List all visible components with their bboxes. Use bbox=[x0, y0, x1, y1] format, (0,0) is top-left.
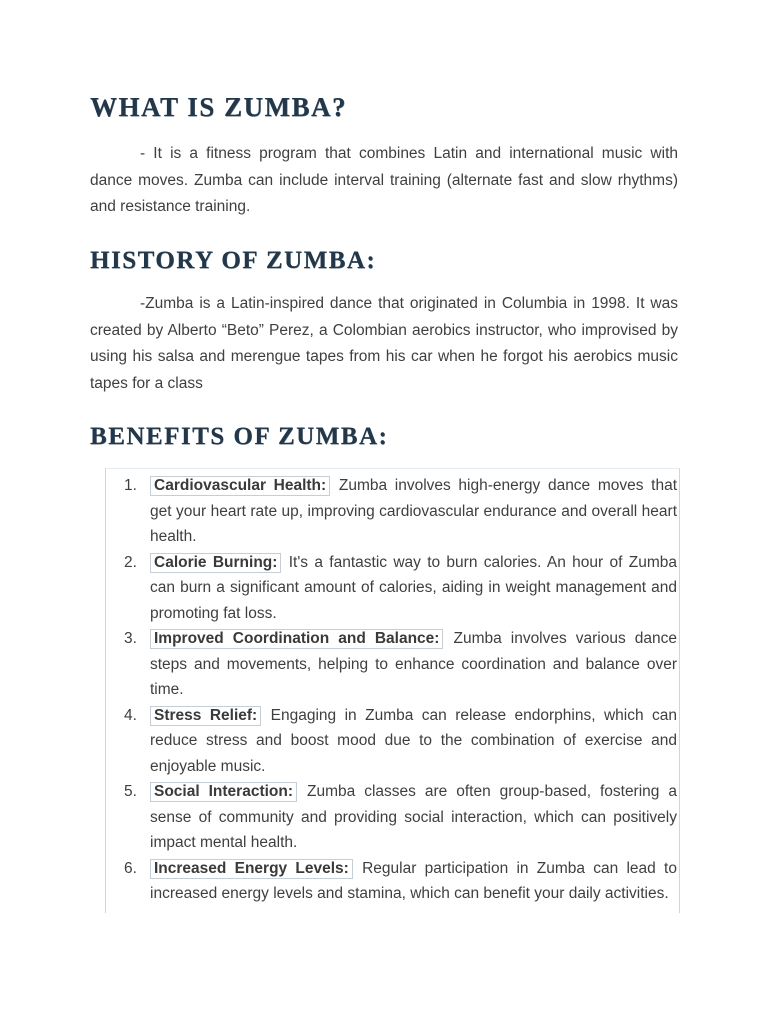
list-item-term: Cardiovascular Health: bbox=[150, 476, 330, 496]
list-item-term: Improved Coordination and Balance: bbox=[150, 629, 443, 649]
list-item bbox=[120, 856, 677, 907]
list-item-text: Zumba involves various dance steps and movements, helping to enhance coordination and balance over time. bbox=[150, 630, 678, 699]
list-item-number: 2. bbox=[124, 553, 137, 571]
list-item-text: It's a fantastic way to burn calories. An hour of Zumba can burn a significant amount of calories, aiding in weight management and promoting fat loss. bbox=[150, 553, 677, 622]
list-item-number: 3. bbox=[124, 630, 137, 648]
list-item-number: 4. bbox=[124, 706, 137, 724]
section-heading-benefits-of-zumba: BENEFITS OF ZUMBA: bbox=[90, 423, 389, 451]
section-heading-history-of-zumba: HISTORY OF ZUMBA: bbox=[90, 246, 377, 274]
list-item-term: Calorie Burning: bbox=[150, 553, 281, 573]
list-item-number: 5. bbox=[124, 783, 137, 801]
list-item-text: Regular participation in Zumba can lead to increased energy levels and stamina, which can benefit your daily activities. bbox=[150, 859, 677, 903]
benefits-list bbox=[106, 473, 679, 907]
list-item-text: Zumba involves high-energy dance moves that get your heart rate up, improving cardiovascular endurance and overall heart health. bbox=[150, 477, 678, 546]
list-item bbox=[120, 473, 677, 550]
list-item-term: Increased Energy Levels: bbox=[150, 859, 353, 879]
benefits-text-frame bbox=[105, 468, 680, 913]
list-item-text: Engaging in Zumba can release endorphins, which can reduce stress and boost mood due to the combination of exercise and enjoyable music. bbox=[150, 706, 678, 775]
list-item-term: Social Interaction: bbox=[150, 782, 297, 802]
list-item bbox=[120, 703, 677, 780]
list-item bbox=[120, 626, 677, 703]
list-item-number: 1. bbox=[124, 477, 137, 495]
paragraph-history-of-zumba: -Zumba is a Latin-inspired dance that originated in Columbia in 1998. It was created by Alberto “Beto” Perez, a Colombian aerobics instructor, who improvised by using his salsa and merengue tapes from his car when he forgot his aerobics music tapes for a class bbox=[90, 295, 678, 392]
list-item-term: Stress Relief: bbox=[150, 706, 261, 726]
list-item-text: Zumba classes are often group-based, fostering a sense of community and providing social interaction, which can positively impact mental health. bbox=[150, 783, 677, 852]
list-item bbox=[120, 550, 677, 627]
list-item-number: 6. bbox=[124, 859, 137, 877]
section-heading-what-is-zumba: WHAT IS ZUMBA? bbox=[90, 92, 348, 122]
list-item bbox=[120, 779, 677, 856]
paragraph-what-is-zumba: - It is a fitness program that combines Latin and international music with dance moves. Zumba can include interval training (alternate fast and slow rhythms) and resistance training. bbox=[90, 145, 678, 216]
